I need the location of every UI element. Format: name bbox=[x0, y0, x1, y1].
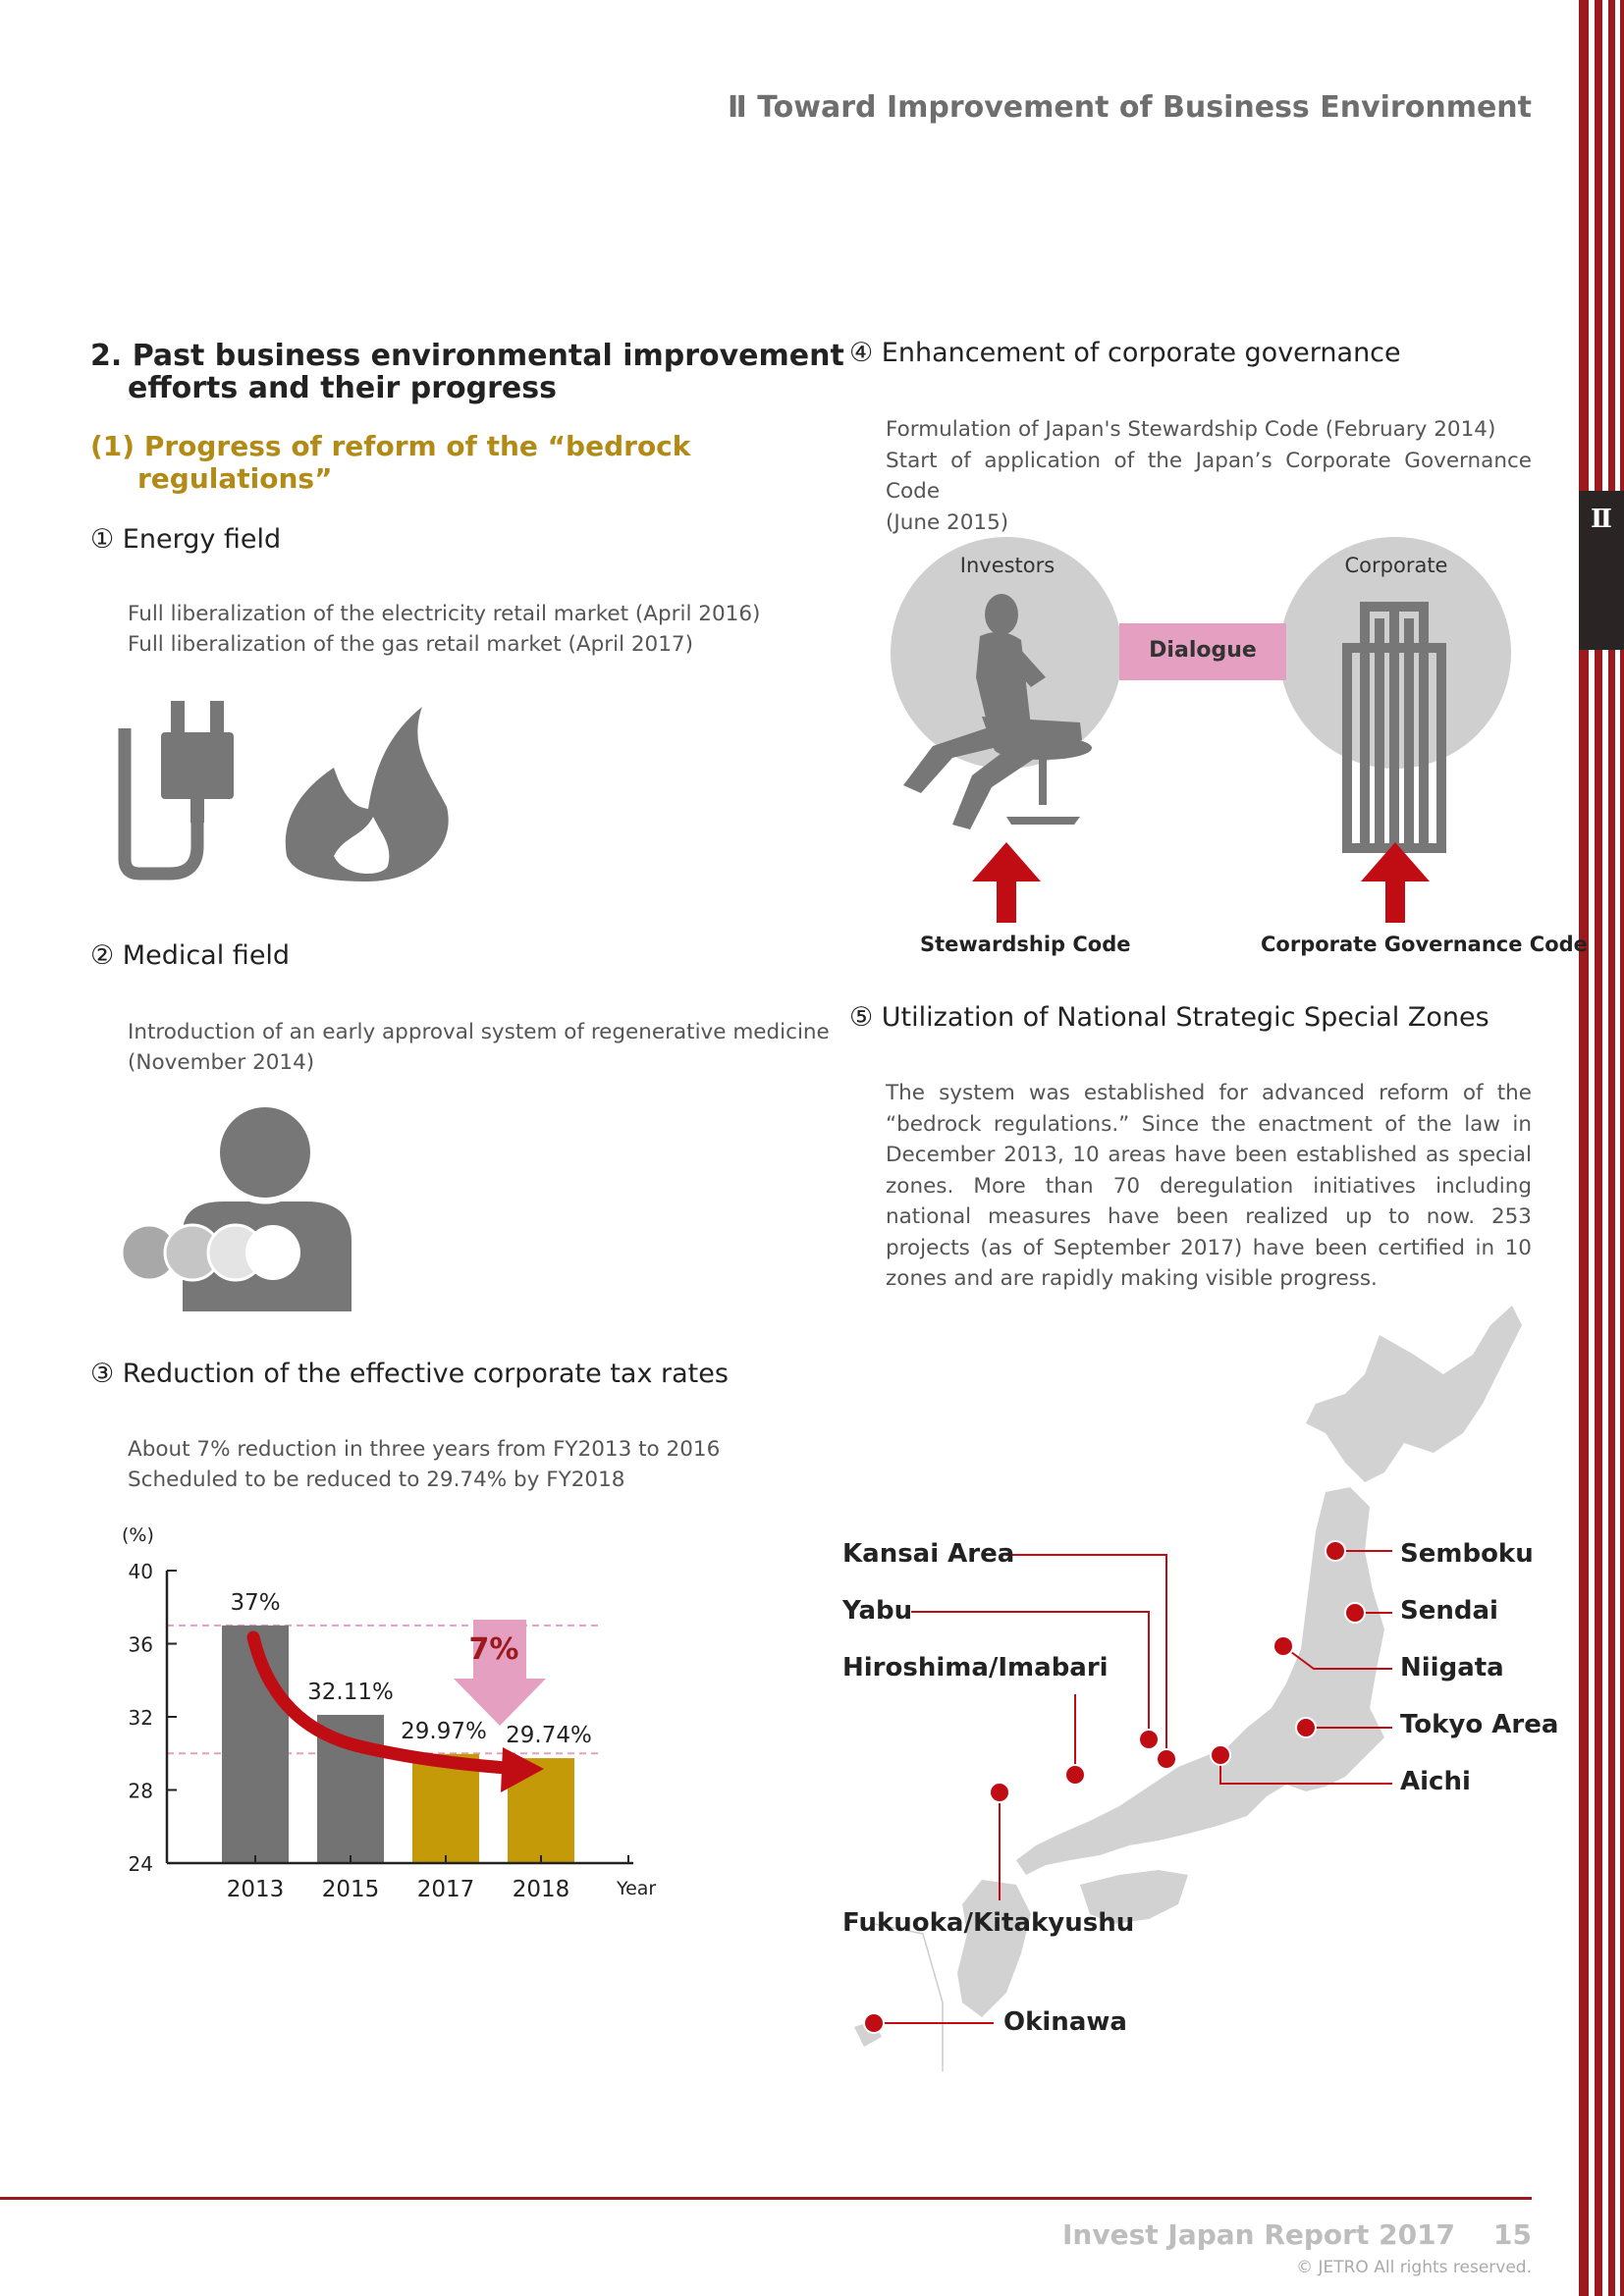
y-tick-label: 40 bbox=[128, 1560, 153, 1583]
x-tick-label: 2013 bbox=[226, 1877, 285, 1902]
map-label-niigata: Niigata bbox=[1400, 1653, 1504, 1682]
page-header-title: Ⅱ Toward Improvement of Business Environment bbox=[727, 90, 1532, 125]
decorative-stripe bbox=[1608, 0, 1615, 2296]
map-label-fukuoka: Fukuoka/Kitakyushu bbox=[842, 1908, 1135, 1938]
map-label-sendai: Sendai bbox=[1400, 1596, 1498, 1626]
semboku-dot bbox=[1326, 1541, 1345, 1561]
dialogue-label: Dialogue bbox=[1149, 638, 1257, 663]
decorative-stripe bbox=[1595, 0, 1602, 2296]
yabu-dot bbox=[1139, 1730, 1159, 1749]
data-label: 29.74% bbox=[506, 1723, 592, 1749]
x-tick-label: 2015 bbox=[321, 1877, 380, 1902]
okinawa-dot bbox=[864, 2013, 884, 2033]
governance-line: (June 2015) bbox=[886, 509, 1009, 535]
footer-rule bbox=[0, 2197, 1532, 2200]
x-axis-label: Year bbox=[617, 1878, 657, 1899]
section-title-line1: 2. Past business environmental improvement bbox=[90, 339, 844, 373]
niigata-leader bbox=[1283, 1646, 1392, 1669]
medical-line: Introduction of an early approval system of regenerative medicine bbox=[128, 1020, 830, 1044]
y-tick-label: 24 bbox=[128, 1852, 153, 1876]
fukuoka-dot bbox=[990, 1783, 1009, 1802]
governance-heading: ④ Enhancement of corporate governance bbox=[849, 338, 1401, 368]
sendai-dot bbox=[1345, 1603, 1365, 1623]
data-label: 37% bbox=[230, 1589, 281, 1616]
medical-heading: ② Medical field bbox=[90, 940, 291, 971]
map-label-hiroshima: Hiroshima/Imabari bbox=[842, 1653, 1109, 1682]
corporate-label: Corporate bbox=[1344, 554, 1448, 577]
map-label-aichi: Aichi bbox=[1400, 1767, 1471, 1796]
y-tick-label: 28 bbox=[128, 1779, 153, 1803]
tax-line: Scheduled to be reduced to 29.74% by FY2018 bbox=[128, 1468, 625, 1492]
zones-heading: ⑤ Utilization of National Strategic Special Zones bbox=[849, 1002, 1489, 1033]
y-axis-label: (%) bbox=[122, 1524, 154, 1546]
map-label-kansai: Kansai Area bbox=[842, 1539, 1015, 1569]
energy-heading: ① Energy field bbox=[90, 524, 282, 555]
kansai-dot bbox=[1157, 1749, 1176, 1769]
chapter-tab bbox=[1579, 491, 1624, 650]
section-subtitle-line1: (1) Progress of reform of the “bedrock bbox=[90, 430, 691, 462]
x-tick-label: 2017 bbox=[416, 1877, 475, 1902]
y-tick-label: 32 bbox=[128, 1706, 153, 1730]
zones-text: The system was established for advanced reform of the “bedrock regulations.” Since the enactment of the law in December 2013, 10 areas have been established as special zones. More than 70 deregulation initiatives including national measures have been realized up to now. 253 projects (as of September 2017) have been certified in 10 zones and are rapidly making visible progress. bbox=[886, 1081, 1532, 1291]
x-tick-label: 2018 bbox=[512, 1877, 570, 1902]
governance-line: Formulation of Japan's Stewardship Code (February 2014) bbox=[886, 417, 1496, 442]
section-title-line2: efforts and their progress bbox=[128, 371, 557, 405]
tokyo-dot bbox=[1296, 1718, 1316, 1737]
medical-line: (November 2014) bbox=[128, 1050, 315, 1075]
aichi-leader bbox=[1220, 1755, 1392, 1784]
section-subtitle-line2: regulations” bbox=[137, 462, 333, 495]
y-tick-label: 36 bbox=[128, 1632, 153, 1657]
map-label-yabu: Yabu bbox=[842, 1596, 913, 1626]
footer-copyright: © JETRO All rights reserved. bbox=[1296, 2258, 1532, 2277]
data-label: 29.97% bbox=[401, 1718, 487, 1744]
governance-line: Start of application of the Japan’s Corporate Governance Code bbox=[886, 448, 1532, 504]
niigata-dot bbox=[1273, 1636, 1293, 1656]
stewardship-code-label: Stewardship Code bbox=[920, 933, 1131, 956]
aichi-dot bbox=[1211, 1745, 1230, 1765]
footer-report-title: Invest Japan Report 2017 15 bbox=[1062, 2218, 1532, 2251]
decorative-stripe bbox=[1620, 0, 1624, 2296]
energy-line: Full liberalization of the electricity retail market (April 2016) bbox=[128, 602, 761, 626]
chapter-tab-label: Ⅱ bbox=[1591, 505, 1612, 534]
map-label-okinawa: Okinawa bbox=[1003, 2007, 1127, 2037]
investors-label: Investors bbox=[959, 554, 1056, 577]
map-label-semboku: Semboku bbox=[1400, 1539, 1534, 1569]
reduction-annotation: 7% bbox=[468, 1632, 519, 1667]
decorative-stripe bbox=[1579, 0, 1589, 2296]
hiroshima-dot bbox=[1065, 1765, 1085, 1785]
corporate-governance-code-label: Corporate Governance Code bbox=[1261, 933, 1588, 956]
energy-line: Full liberalization of the gas retail market (April 2017) bbox=[128, 632, 693, 657]
data-label: 32.11% bbox=[307, 1679, 394, 1705]
map-label-tokyo: Tokyo Area bbox=[1400, 1710, 1559, 1739]
tax-line: About 7% reduction in three years from FY2013 to 2016 bbox=[128, 1437, 721, 1462]
tax-heading: ③ Reduction of the effective corporate tax rates bbox=[90, 1359, 729, 1389]
